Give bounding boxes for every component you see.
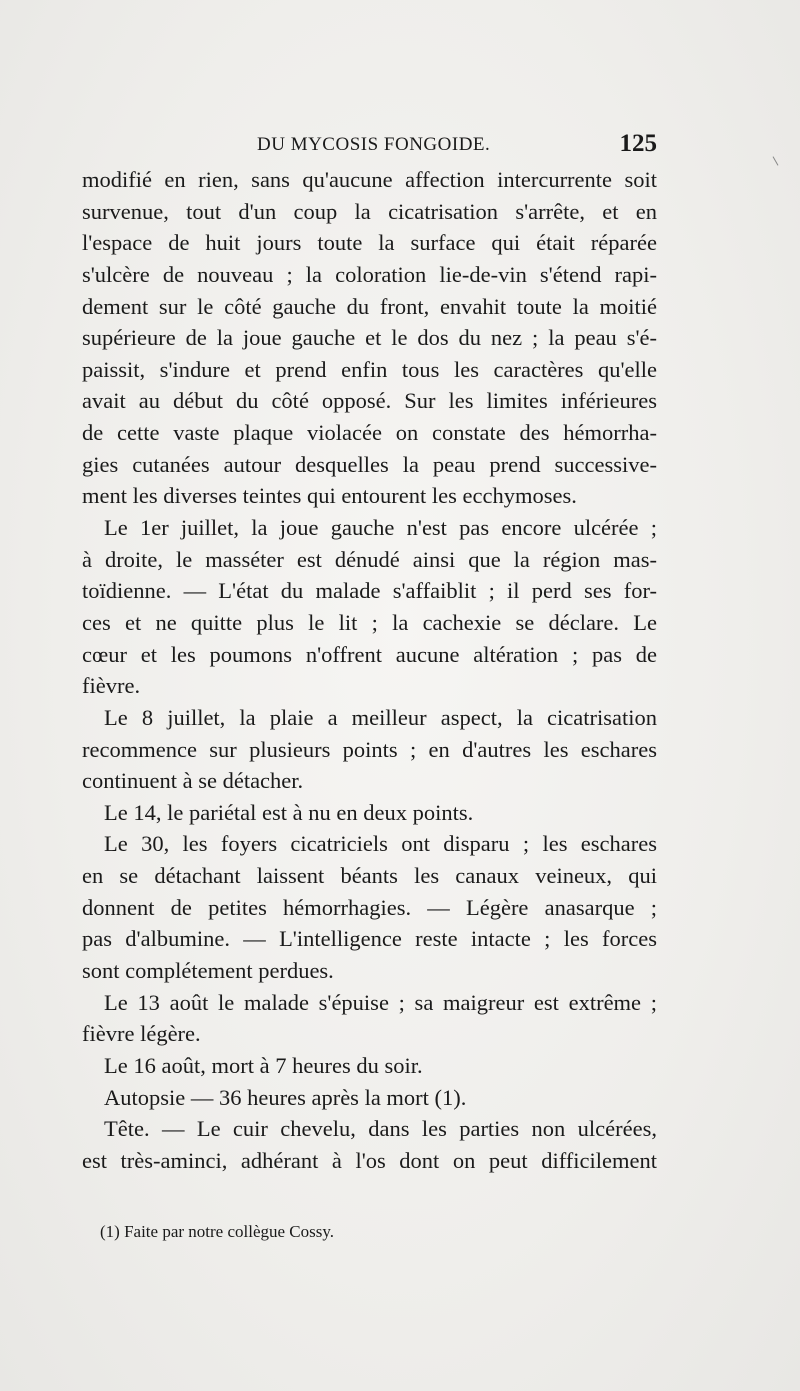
text-line: pas d'albumine. — L'intelligence reste intacte ; les forces <box>82 926 657 952</box>
text-line: Le 16 août, mort à 7 heures du soir. <box>104 1052 423 1078</box>
text-line: survenue, tout d'un coup la cicatrisation s'arrête, et en <box>82 198 657 224</box>
text-line: de cette vaste plaque violacée on constate des hémorrha- <box>82 420 657 446</box>
text-line: continuent à se détacher. <box>82 768 304 794</box>
text-line: recommence sur plusieurs points ; en d'autres les eschares <box>82 736 657 762</box>
text-line: Le 8 juillet, la plaie a meilleur aspect, la cicatrisation <box>104 704 657 730</box>
text-line: paissit, s'indure et prend enfin tous les caractères qu'elle <box>82 356 657 382</box>
paper-speck <box>773 156 779 165</box>
text-line: avait au début du côté opposé. Sur les limites inférieures <box>82 388 657 414</box>
text-line: à droite, le masséter est dénudé ainsi que la région mas- <box>82 546 657 572</box>
page-number: 125 <box>619 130 657 157</box>
text-line: Autopsie — 36 heures après la mort (1). <box>104 1084 467 1110</box>
text-line: toïdienne. — L'état du malade s'affaiblit ; il perd ses for- <box>82 578 657 604</box>
text-line: cœur et les poumons n'offrent aucune altération ; pas de <box>82 641 657 667</box>
text-line: donnent de petites hémorrhagies. — Légère anasarque ; <box>82 894 657 920</box>
text-line: fièvre. <box>82 673 141 699</box>
text-line: dement sur le côté gauche du front, envahit toute la moitié <box>82 293 657 319</box>
text-line: modifié en rien, sans qu'aucune affection intercurrente soit <box>82 167 657 192</box>
text-line: Le 30, les foyers cicatriciels ont disparu ; les eschares <box>104 831 657 857</box>
text-line: gies cutanées autour desquelles la peau prend successive- <box>82 451 657 477</box>
text-line: fièvre légère. <box>82 1021 201 1047</box>
text-line: Le 14, le pariétal est à nu en deux points. <box>104 799 474 825</box>
page-header <box>82 130 657 160</box>
running-title: DU MYCOSIS FONGOIDE. <box>257 134 491 155</box>
text-line: l'espace de huit jours toute la surface qui était réparée <box>82 230 657 256</box>
text-line: Le 1er juillet, la joue gauche n'est pas encore ulcérée ; <box>104 515 657 541</box>
text-line: ment les diverses teintes qui entourent les ecchymoses. <box>82 483 577 509</box>
footnote: (1) Faite par notre collègue Cossy. <box>100 1222 334 1241</box>
text-line: en se détachant laissent béants les canaux veineux, qui <box>82 863 657 889</box>
text-line: est très-aminci, adhérant à l'os dont on peut difficilement <box>82 1147 657 1173</box>
text-line: ces et ne quitte plus le lit ; la cachexie se déclare. Le <box>82 609 657 635</box>
text-line: supérieure de la joue gauche et le dos du nez ; la peau s'é- <box>82 325 657 351</box>
text-line: s'ulcère de nouveau ; la coloration lie-de-vin s'étend rapi- <box>82 261 657 287</box>
text-line: sont complétement perdues. <box>82 958 334 984</box>
text-line: Le 13 août le malade s'épuise ; sa maigreur est extrême ; <box>104 989 657 1015</box>
text-line: Tête. — Le cuir chevelu, dans les parties non ulcérées, <box>104 1116 657 1142</box>
body-text <box>82 164 657 1177</box>
